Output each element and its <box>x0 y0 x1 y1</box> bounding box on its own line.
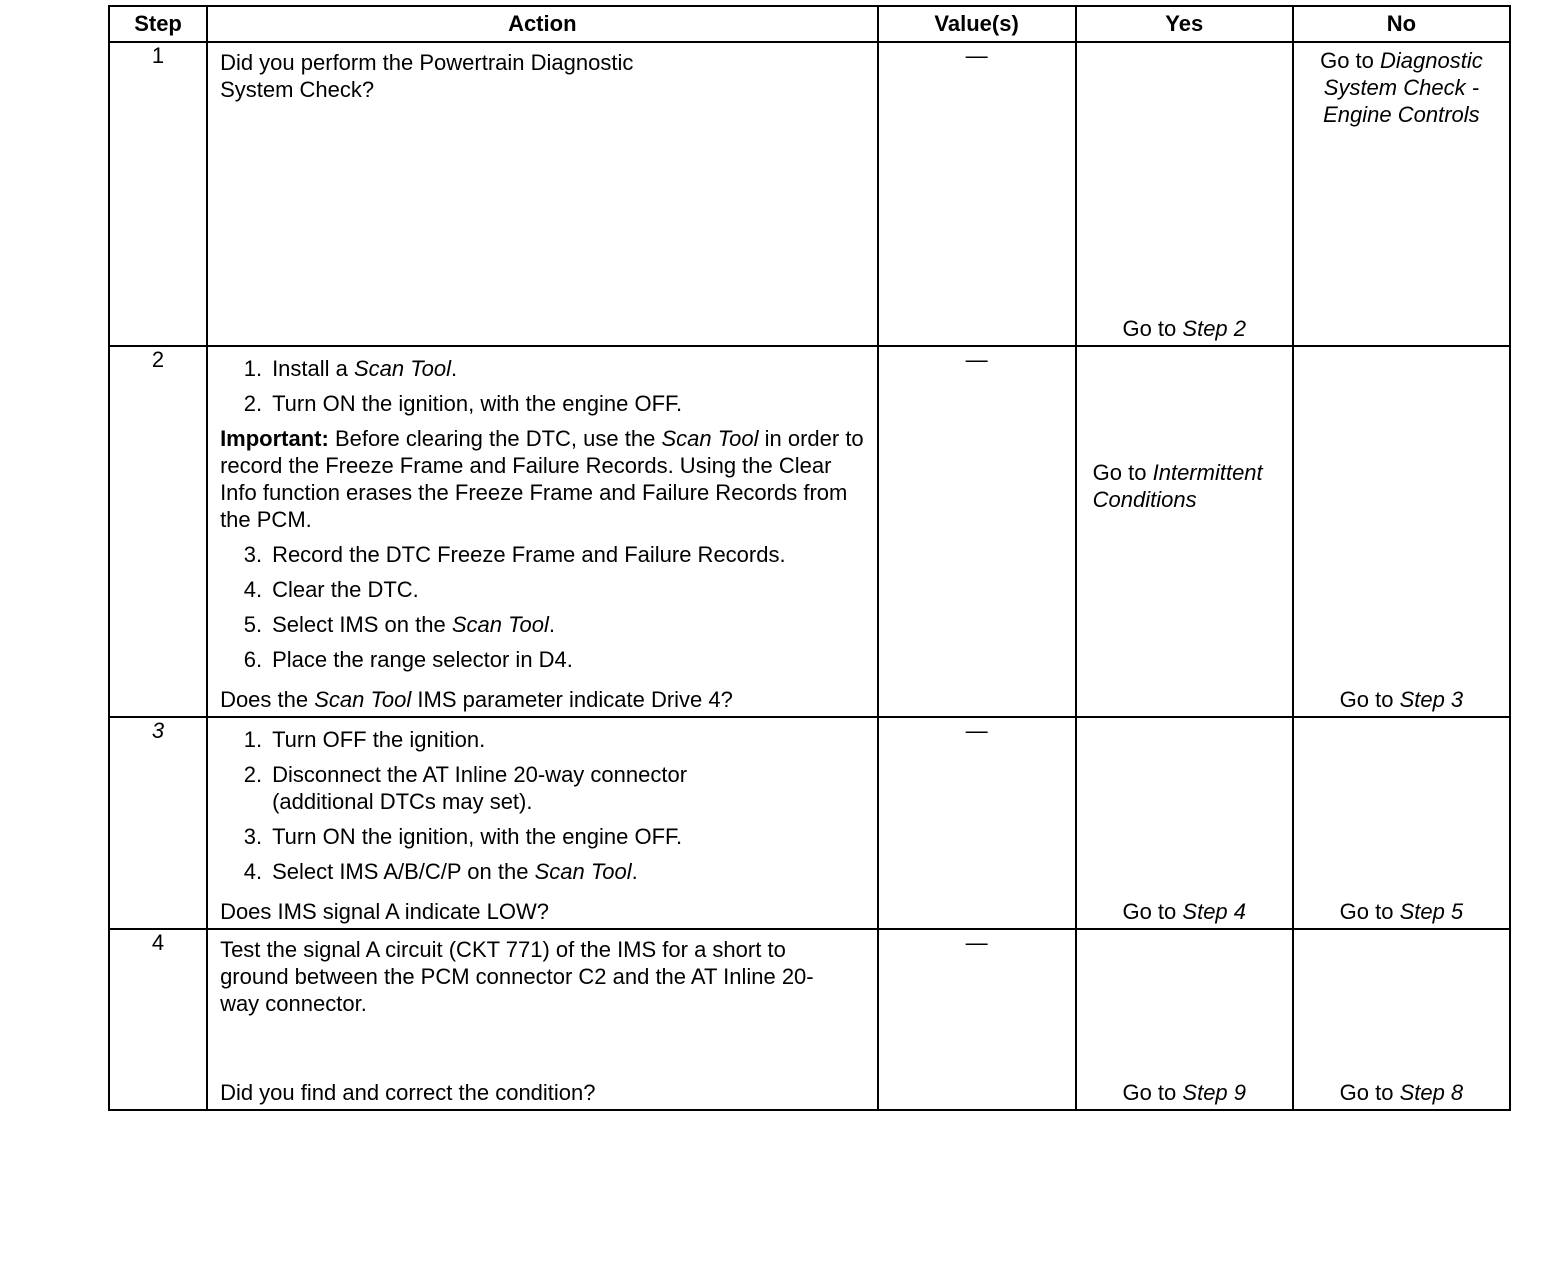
important-label: Important: <box>220 426 329 451</box>
list-item: 6. Place the range selector in D4. <box>243 647 573 672</box>
action-question: Did you find and correct the condition? <box>220 1080 596 1105</box>
action-question: Does IMS signal A indicate LOW? <box>220 899 549 924</box>
action-instruction: Test the signal A circuit (CKT 771) of the IMS for a short to ground between the PCM connector C2 and the AT Inline 20-way connector. <box>220 937 814 1016</box>
list-item: 2. Disconnect the AT Inline 20-way connector (additional DTCs may set). <box>243 762 688 814</box>
action-steps-a <box>208 355 876 417</box>
no-cell <box>1293 717 1510 929</box>
action-cell <box>207 717 877 929</box>
list-item: 4. Select IMS A/B/C/P on the Scan Tool. <box>243 859 638 884</box>
value-cell: — <box>878 346 1076 717</box>
goto-link[interactable]: Step 3 <box>1399 687 1464 712</box>
goto-link[interactable]: Step 4 <box>1182 899 1247 924</box>
important-note: Important: Before clearing the DTC, use the Scan Tool in order to record the Freeze Frame and Failure Records. Using the Clear Info function erases the Freeze Frame and Failure Records from the PCM. <box>220 426 864 532</box>
list-item: 4. Clear the DTC. <box>243 577 419 602</box>
goto-prefix: Go to <box>1339 687 1394 712</box>
table-row-step-1 <box>109 42 1510 346</box>
table-row-step-4 <box>109 929 1510 1110</box>
yes-cell <box>1076 717 1293 929</box>
goto-prefix: Go to <box>1339 899 1394 924</box>
step-number: 4 <box>109 929 207 1110</box>
no-cell <box>1293 929 1510 1110</box>
goto-prefix: Go to <box>1092 460 1147 485</box>
goto-link[interactable]: Step 9 <box>1182 1080 1247 1105</box>
value-cell: — <box>878 42 1076 346</box>
table-row-step-2 <box>109 346 1510 717</box>
action-cell <box>207 42 877 346</box>
action-cell <box>207 929 877 1110</box>
goto-prefix: Go to <box>1122 899 1177 924</box>
no-cell <box>1293 42 1510 346</box>
header-step: Step <box>109 6 207 42</box>
list-item: 1. Turn OFF the ignition. <box>243 727 486 752</box>
yes-cell <box>1076 929 1293 1110</box>
step-number: 3 <box>109 717 207 929</box>
list-item: 3. Record the DTC Freeze Frame and Failure Records. <box>243 542 786 567</box>
goto-link[interactable]: Step 8 <box>1399 1080 1464 1105</box>
list-item: 1. Install a Scan Tool. <box>243 356 458 381</box>
goto-prefix: Go to <box>1320 48 1374 73</box>
goto-prefix: Go to <box>1339 1080 1394 1105</box>
yes-goto[interactable] <box>1077 898 1292 925</box>
goto-link[interactable]: Step 5 <box>1399 899 1464 924</box>
action-question: Did you perform the Powertrain Diagnostic System Check? <box>220 50 634 102</box>
header-yes: Yes <box>1076 6 1293 42</box>
yes-cell <box>1076 346 1293 717</box>
goto-link[interactable]: Step 2 <box>1182 316 1247 341</box>
no-goto[interactable] <box>1294 898 1509 925</box>
goto-link[interactable]: Diagnostic System Check - Engine Controls <box>1323 48 1483 127</box>
yes-goto[interactable] <box>1077 315 1292 342</box>
goto-prefix: Go to <box>1122 1080 1177 1105</box>
step-number: 2 <box>109 346 207 717</box>
no-goto[interactable] <box>1294 1079 1509 1106</box>
header-row <box>109 6 1510 42</box>
table-row-step-3 <box>109 717 1510 929</box>
goto-link[interactable]: Intermittent Conditions <box>1092 460 1263 512</box>
no-goto[interactable] <box>1294 43 1509 128</box>
list-item: 5. Select IMS on the Scan Tool. <box>243 612 555 637</box>
action-steps <box>208 726 876 885</box>
no-goto[interactable] <box>1294 686 1509 713</box>
goto-prefix: Go to <box>1122 316 1177 341</box>
header-values: Value(s) <box>878 6 1076 42</box>
yes-cell <box>1076 42 1293 346</box>
value-cell: — <box>878 929 1076 1110</box>
value-cell: — <box>878 717 1076 929</box>
action-cell <box>207 346 877 717</box>
header-action: Action <box>207 6 877 42</box>
step-number: 1 <box>109 42 207 346</box>
diagnostic-table <box>108 5 1511 1111</box>
action-steps-b <box>208 541 876 673</box>
header-no: No <box>1293 6 1510 42</box>
yes-goto[interactable] <box>1077 1079 1292 1106</box>
action-question: Does the Scan Tool IMS parameter indicate Drive 4? <box>220 687 733 712</box>
no-cell <box>1293 346 1510 717</box>
list-item: 3. Turn ON the ignition, with the engine OFF. <box>243 824 683 849</box>
yes-goto[interactable] <box>1083 459 1286 513</box>
list-item: 2. Turn ON the ignition, with the engine OFF. <box>243 391 683 416</box>
